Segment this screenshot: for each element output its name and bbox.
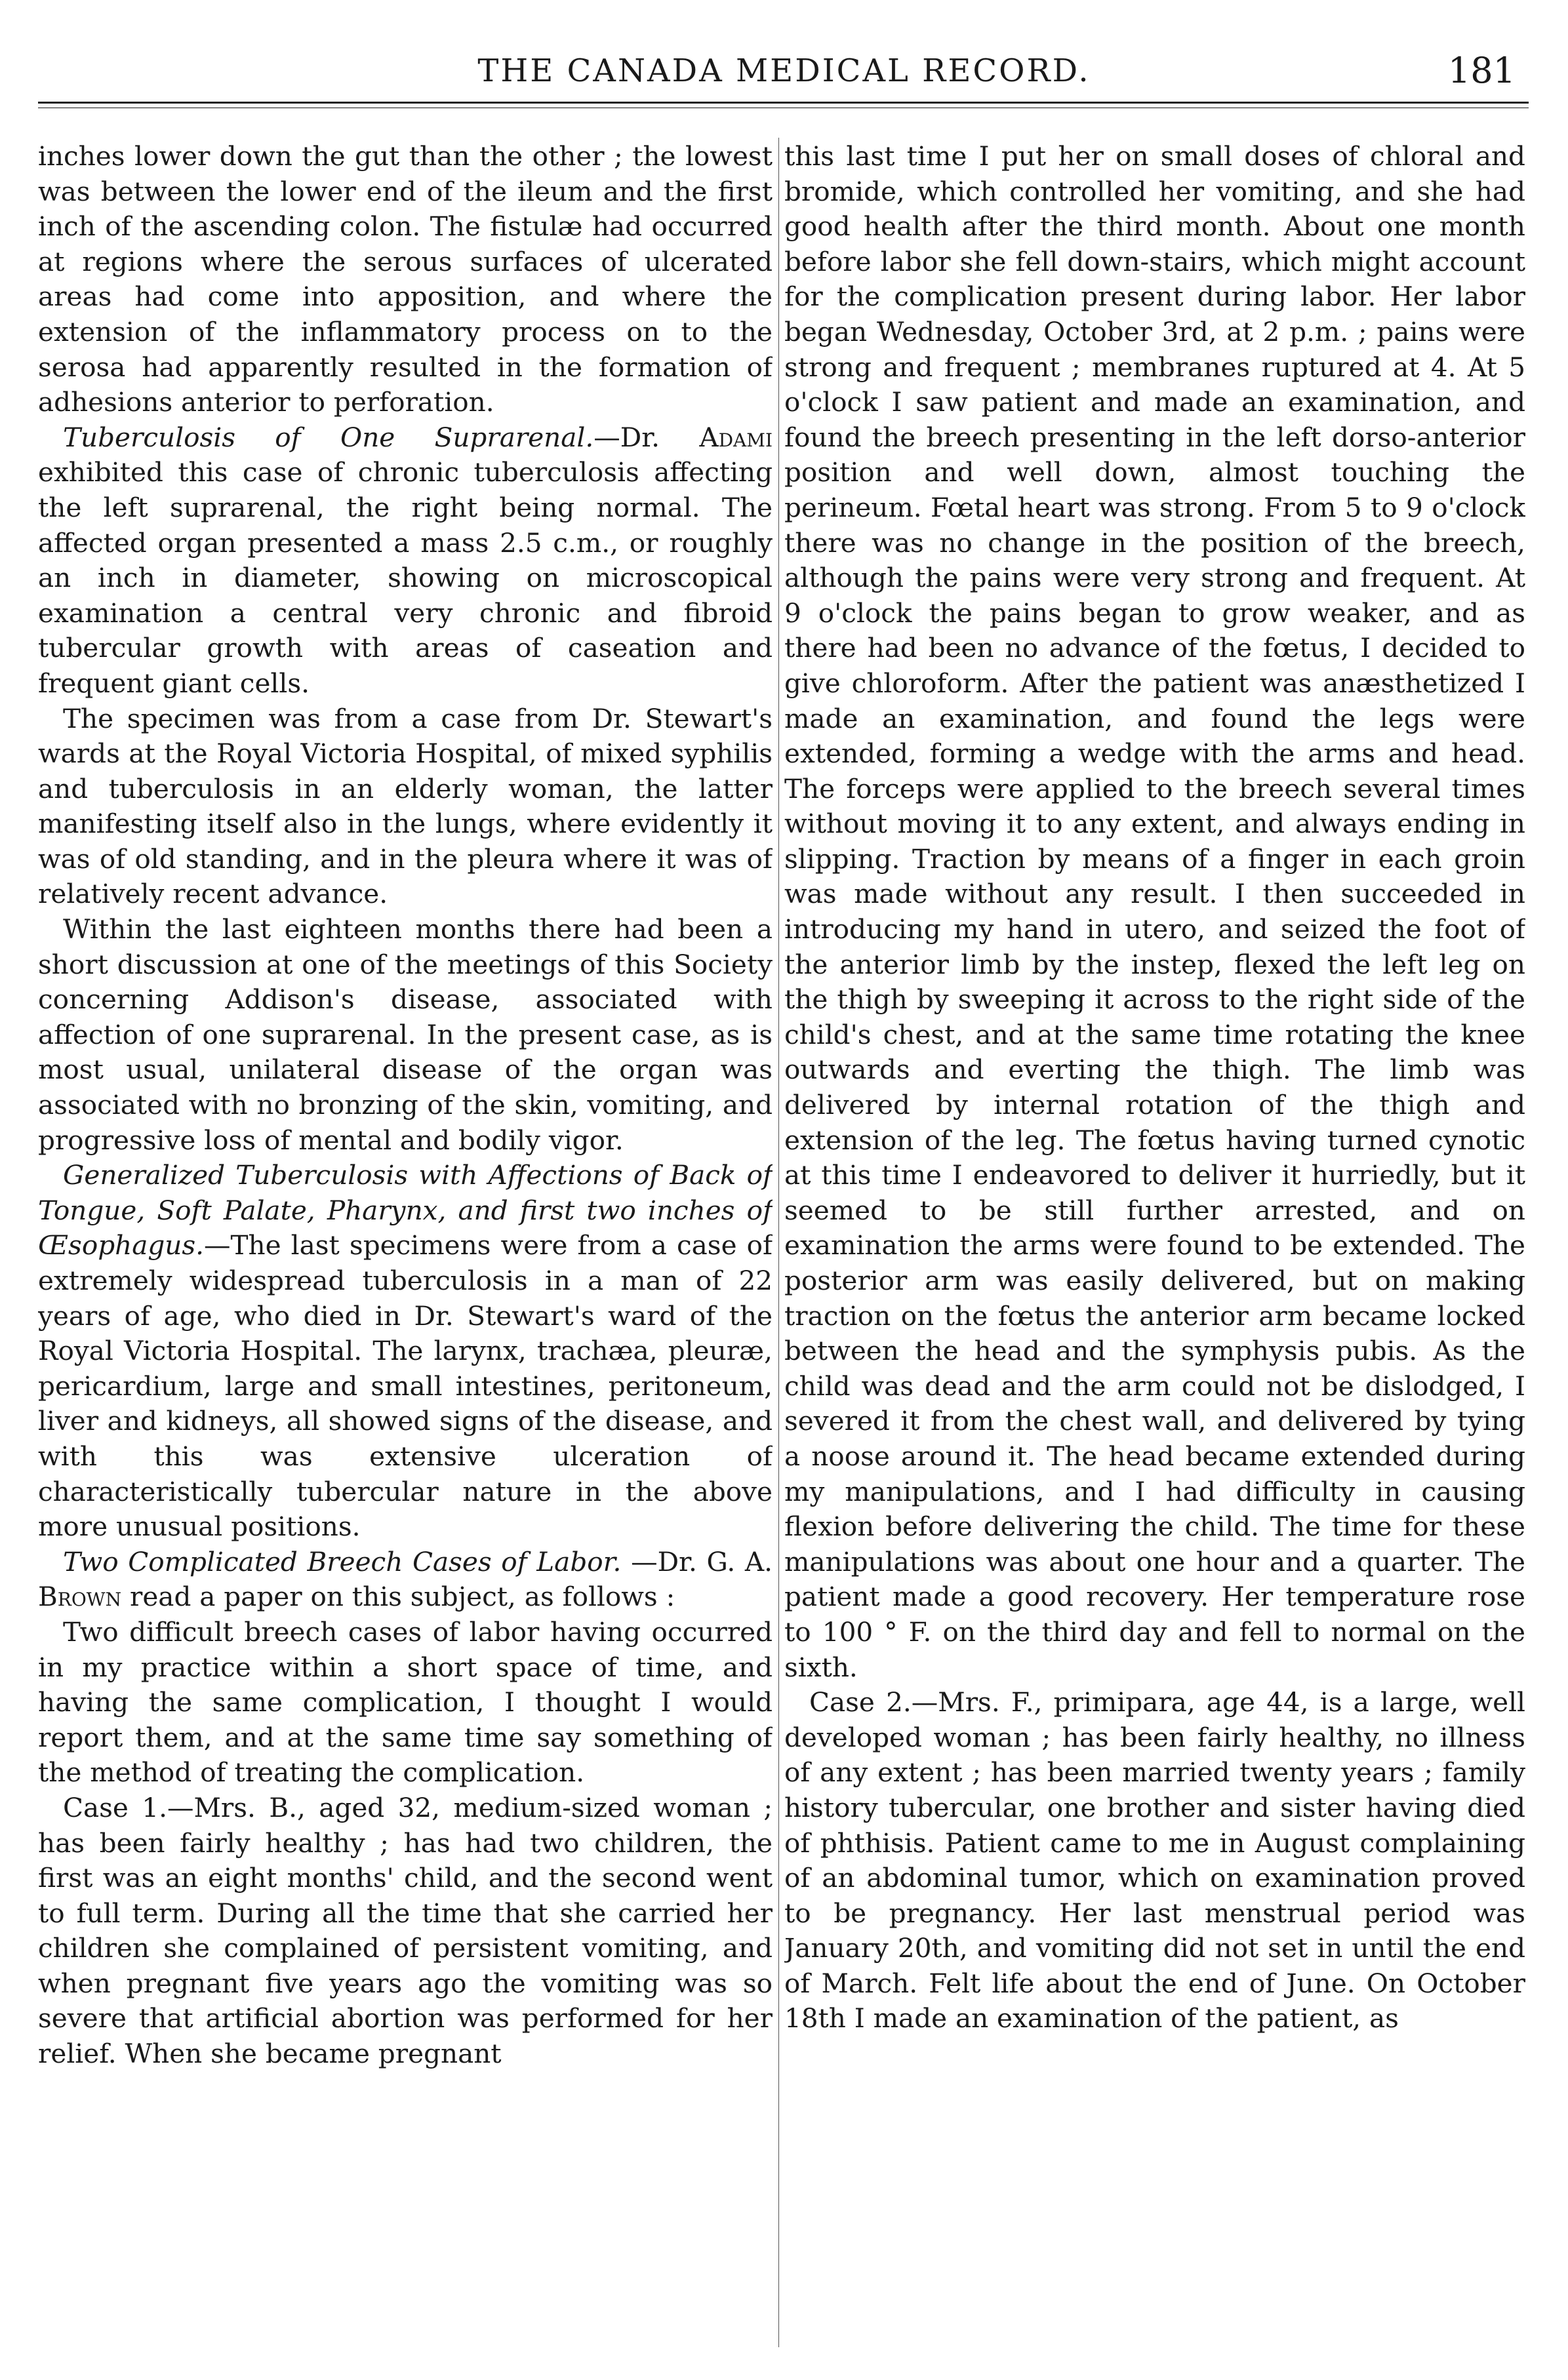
heading-dash: —Dr. — [593, 421, 660, 453]
page-number: 181 — [1447, 50, 1516, 91]
section-heading: Generalized Tuberculosis with Affections of Back of Tongue, Soft Palate, Pharynx, and first two inches of Œsophagus. — [38, 1159, 773, 1261]
running-head — [0, 46, 1568, 98]
section-heading: Two Complicated Breech Cases of Labor. — [63, 1545, 622, 1577]
paragraph-breech-title — [38, 1545, 773, 1615]
paragraph-addison: Within the last eighteen months there had been a short discussion at one of the meetings of this Society concerning Addison's disease, associated with affection of one suprarenal. In the present case, as is most usual, unilateral disease of the organ was associated with no bronzing of the skin, vomiting, and progressive loss of mental and bodily vigor. — [38, 913, 773, 1156]
paragraph-text: —The last specimens were from a case of extremely widespread tuberculosis in a man of 22 years of age, who died in Dr. Stewart's ward of the Royal Victoria Hospital. The larynx, trachæa, pleuræ, pericardium, large and small intestines, peritoneum, liver and kidneys, all showed signs of the disease, and with this was extensive ulceration of characteristically tubercular nature in the above more unusual positions. — [38, 1229, 773, 1543]
author-name: Adami — [699, 421, 773, 453]
paragraph-specimen: The specimen was from a case from Dr. Stewart's wards at the Royal Victoria Hospital, of mixed syphilis and tuberculosis in an elderly woman, the latter manifesting itself also in the lungs, where evidently it was of old standing, and in the pleura where it was of relatively recent advance. — [38, 702, 773, 910]
paragraph-case-1: Case 1.—Mrs. B., aged 32, medium-sized woman ; has been fairly healthy ; has had two children, the first was an eight months' child, and the second went to full term. During all the time that she carried her children she complained of persistent vomiting, and when pregnant five years ago the vomiting was so severe that artificial abortion was performed for her relief. When she became pregnant — [38, 1791, 773, 2070]
paragraph-case-1-continued: this last time I put her on small doses of chloral and bromide, which controlled her vomiting, and she had good health after the third month. About one month before labor she fell down-stairs, which might account for the complication present during labor. Her labor began Wednesday, October 3rd, at 2 p.m. ; pains were strong and frequent ; membranes ruptured at 4. At 5 o'clock I saw patient and made an examination, and found the breech presenting in the left dorso-anterior position and well down, almost touching the perineum. Fœtal heart was strong. From 5 to 9 o'clock there was no change in the position of the breech, although the pains were very strong and frequent. At 9 o'clock the pains began to grow weaker, and as there had been no advance of the fœtus, I decided to give chloroform. After the patient was anæsthetized I made an examination, and found the legs were extended, forming a wedge with the arms and head. The forceps were applied to the breech several times without moving it to any extent, and always ending in slipping. Traction by means of a finger in each groin was made without any result. I then succeeded in introducing my hand in utero, and seized the foot of the anterior limb by the instep, flexed the left leg on the thigh by sweeping it across to the right side of the child's chest, and at the same time rotating the knee outwards and everting the thigh. The limb was delivered by internal rotation of the thigh and extension of the leg. The fœtus having turned cynotic at this time I endeavored to deliver it hurriedly, but it seemed to be still further arrested, and on examination the arms were found to be extended. The posterior arm was easily delivered, but on making traction on the fœtus the anterior arm became locked between the head and the symphysis pubis. As the child was dead and the arm could not be dislodged, I severed it from the chest wall, and delivered by tying a noose around it. The head became extended during my manipulations, and I had difficulty in causing flexion before delivering the child. The time for these manipulations was about one hour and a quarter. The patient made a good recovery. Her temperature rose to 100 ° F. on the third day and fell to normal on the sixth. — [784, 140, 1525, 1683]
paragraph-generalized — [38, 1158, 773, 1545]
paragraph-intro: Two difficult breech cases of labor having occurred in my practice within a short space of time, and having the same complication, I thought I would report them, and at the same time say something of the method of treating the complication. — [38, 1616, 773, 1789]
column-divider — [778, 138, 779, 2347]
section-heading: Tuberculosis of One Suprarenal. — [63, 421, 594, 453]
heading-dash: —Dr. G. A. — [631, 1545, 773, 1577]
header-rule — [38, 102, 1529, 108]
journal-title: THE CANADA MEDICAL RECORD. — [477, 52, 1091, 89]
paragraph-suprarenal — [38, 420, 773, 702]
paragraph-case-2: Case 2.—Mrs. F., primipara, age 44, is a large, well developed woman ; has been fairly healthy, no illness of any extent ; has been married twenty years ; family history tubercular, one brother and sister having died of phthisis. Patient came to me in August complaining of an abdominal tumor, which on examination proved to be pregnancy. Her last menstrual period was January 20th, and vomiting did not set in until the end of March. Felt life about the end of June. On October 18th I made an examination of the patient, as — [784, 1686, 1525, 2034]
author-name: Brown — [38, 1581, 122, 1613]
paragraph-continuation: inches lower down the gut than the other ; the lowest was between the lower end of the ileum and the first inch of the ascending colon. The fistulæ had occurred at regions where the serous surfaces of ulcerated areas had come into apposition, and where the extension of the inflammatory process on to the serosa had apparently resulted in the formation of adhesions anterior to perforation. — [38, 140, 773, 418]
right-column — [784, 139, 1525, 2355]
left-column — [38, 139, 773, 2355]
paragraph-text: exhibited this case of chronic tuberculosis affecting the left suprarenal, the right being normal. The affected organ presented a mass 2.5 c.m., or roughly an inch in diameter, showing on microscopical examination a central very chronic and fibroid tubercular growth with areas of caseation and frequent giant cells. — [38, 456, 773, 699]
paragraph-text: read a paper on this subject, as follows : — [129, 1581, 675, 1613]
